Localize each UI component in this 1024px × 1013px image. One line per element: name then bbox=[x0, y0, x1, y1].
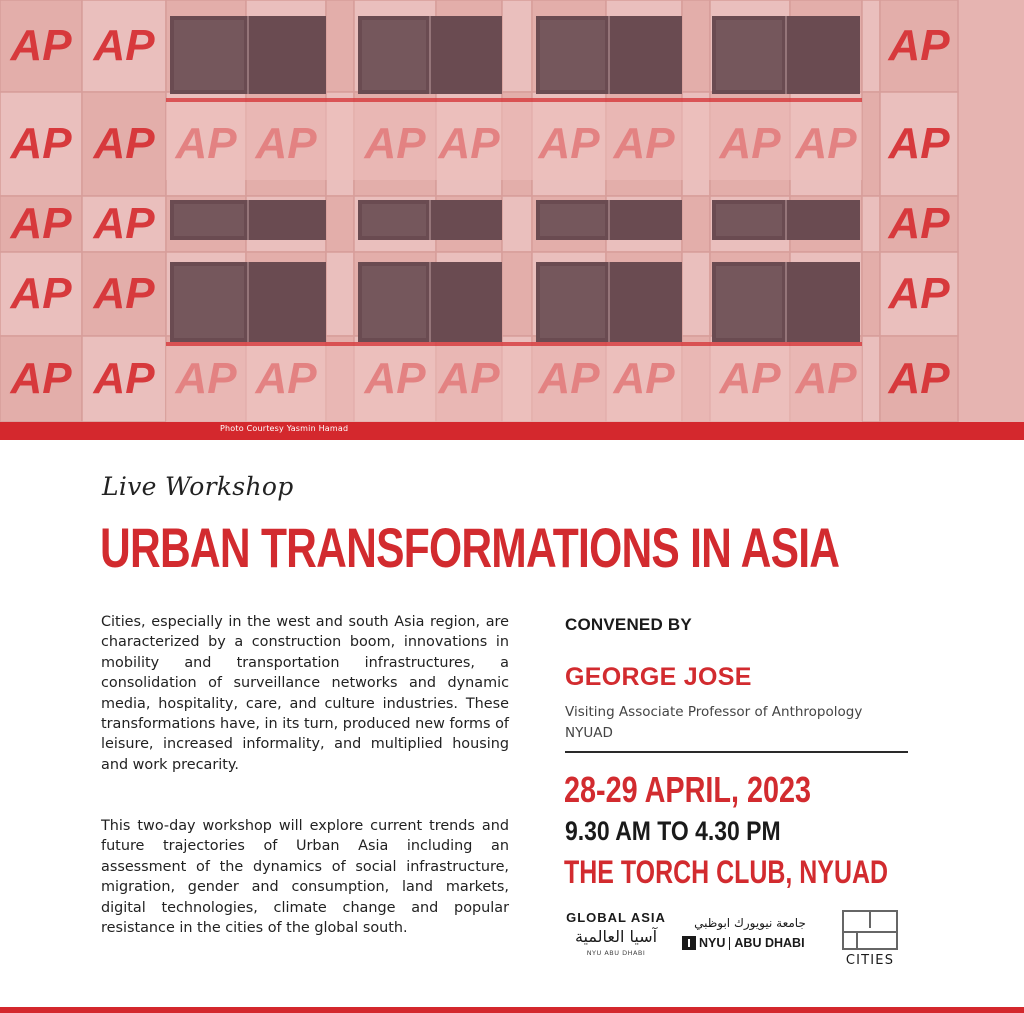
facade-panel-mark: AP bbox=[93, 354, 155, 403]
nyu-logo-abu-dhabi: ABU DHABI bbox=[734, 936, 805, 950]
facade-panel-mark: AP bbox=[10, 199, 72, 248]
description-paragraph-1: Cities, especially in the west and south Asia region, are characterized by a construction boom, innovations in mobility and transportation infrastructures, a consolidation of surveillance networks and dynamic media, hospitality, care, and culture industries. These transformations have, in its turn, produced new forms of leisure, increased informality, and multiplied housing and work precarity. bbox=[101, 614, 509, 773]
event-time: 9.30 AM TO 4.30 PM bbox=[565, 816, 781, 846]
global-asia-logo bbox=[560, 910, 672, 957]
convener-institution: NYUAD bbox=[565, 725, 613, 741]
facade-panel-mark: AP bbox=[888, 21, 950, 70]
nyu-logo-separator bbox=[729, 937, 730, 950]
workshop-subtitle: Live Workshop bbox=[102, 472, 294, 501]
event-venue: THE TORCH CLUB, NYUAD bbox=[564, 854, 889, 890]
event-date: 28-29 APRIL, 2023 bbox=[564, 769, 812, 810]
nyu-abu-dhabi-logo bbox=[682, 916, 818, 950]
divider bbox=[565, 751, 908, 753]
nyu-torch-icon bbox=[682, 936, 696, 950]
cities-logo bbox=[838, 910, 902, 968]
facade-panel-mark: AP bbox=[10, 21, 72, 70]
facade-panel-mark: AP bbox=[888, 354, 950, 403]
facade-panel-mark: AP bbox=[888, 199, 950, 248]
photo-credit-bar bbox=[0, 422, 1024, 440]
facade-panel-mark: AP bbox=[93, 119, 155, 168]
facade-panel-mark: AP bbox=[93, 269, 155, 318]
nyu-logo-row bbox=[682, 936, 818, 950]
convener-name: GEORGE JOSE bbox=[565, 663, 752, 691]
nyu-logo-text: NYU bbox=[699, 936, 726, 950]
convener-role-block bbox=[565, 702, 862, 744]
bottom-bar bbox=[0, 1007, 1024, 1013]
convener-role: Visiting Associate Professor of Anthropology bbox=[565, 704, 863, 720]
photo-credit: Photo Courtesy Yasmin Hamad bbox=[220, 424, 349, 433]
cities-logo-text: CITIES bbox=[845, 953, 895, 968]
description-paragraph-2: This two-day workshop will explore current trends and future trajectories of Urban Asia including an assessment of the dynamics of social infrastructure, migration, gender and consumption, land markets, digital technologies, climate change and popular resistance in the cities of the global south. bbox=[101, 818, 509, 937]
global-asia-logo-subtext: NYU ABU DHABI bbox=[586, 949, 646, 957]
global-asia-logo-arabic: آسيا العالمية bbox=[574, 927, 658, 946]
facade-panel-mark: AP bbox=[93, 199, 155, 248]
facade-panel-mark: AP bbox=[888, 269, 950, 318]
facade-panel-mark: AP bbox=[888, 119, 950, 168]
cities-icon bbox=[841, 910, 899, 950]
header-photo bbox=[0, 0, 1024, 422]
facade-panel-mark: AP bbox=[10, 119, 72, 168]
facade-panel-mark: AP bbox=[10, 269, 72, 318]
facade-panel-mark: AP bbox=[10, 354, 72, 403]
global-asia-logo-text: GLOBAL ASIA bbox=[566, 910, 666, 925]
workshop-title: URBAN TRANSFORMATIONS IN ASIA bbox=[100, 516, 840, 579]
facade-panel-mark: AP bbox=[93, 21, 155, 70]
convened-by-heading: CONVENED BY bbox=[565, 615, 692, 634]
building-facade-image bbox=[0, 0, 1024, 422]
nyu-logo-arabic: جامعة نيويورك ابوظبي bbox=[694, 916, 806, 930]
